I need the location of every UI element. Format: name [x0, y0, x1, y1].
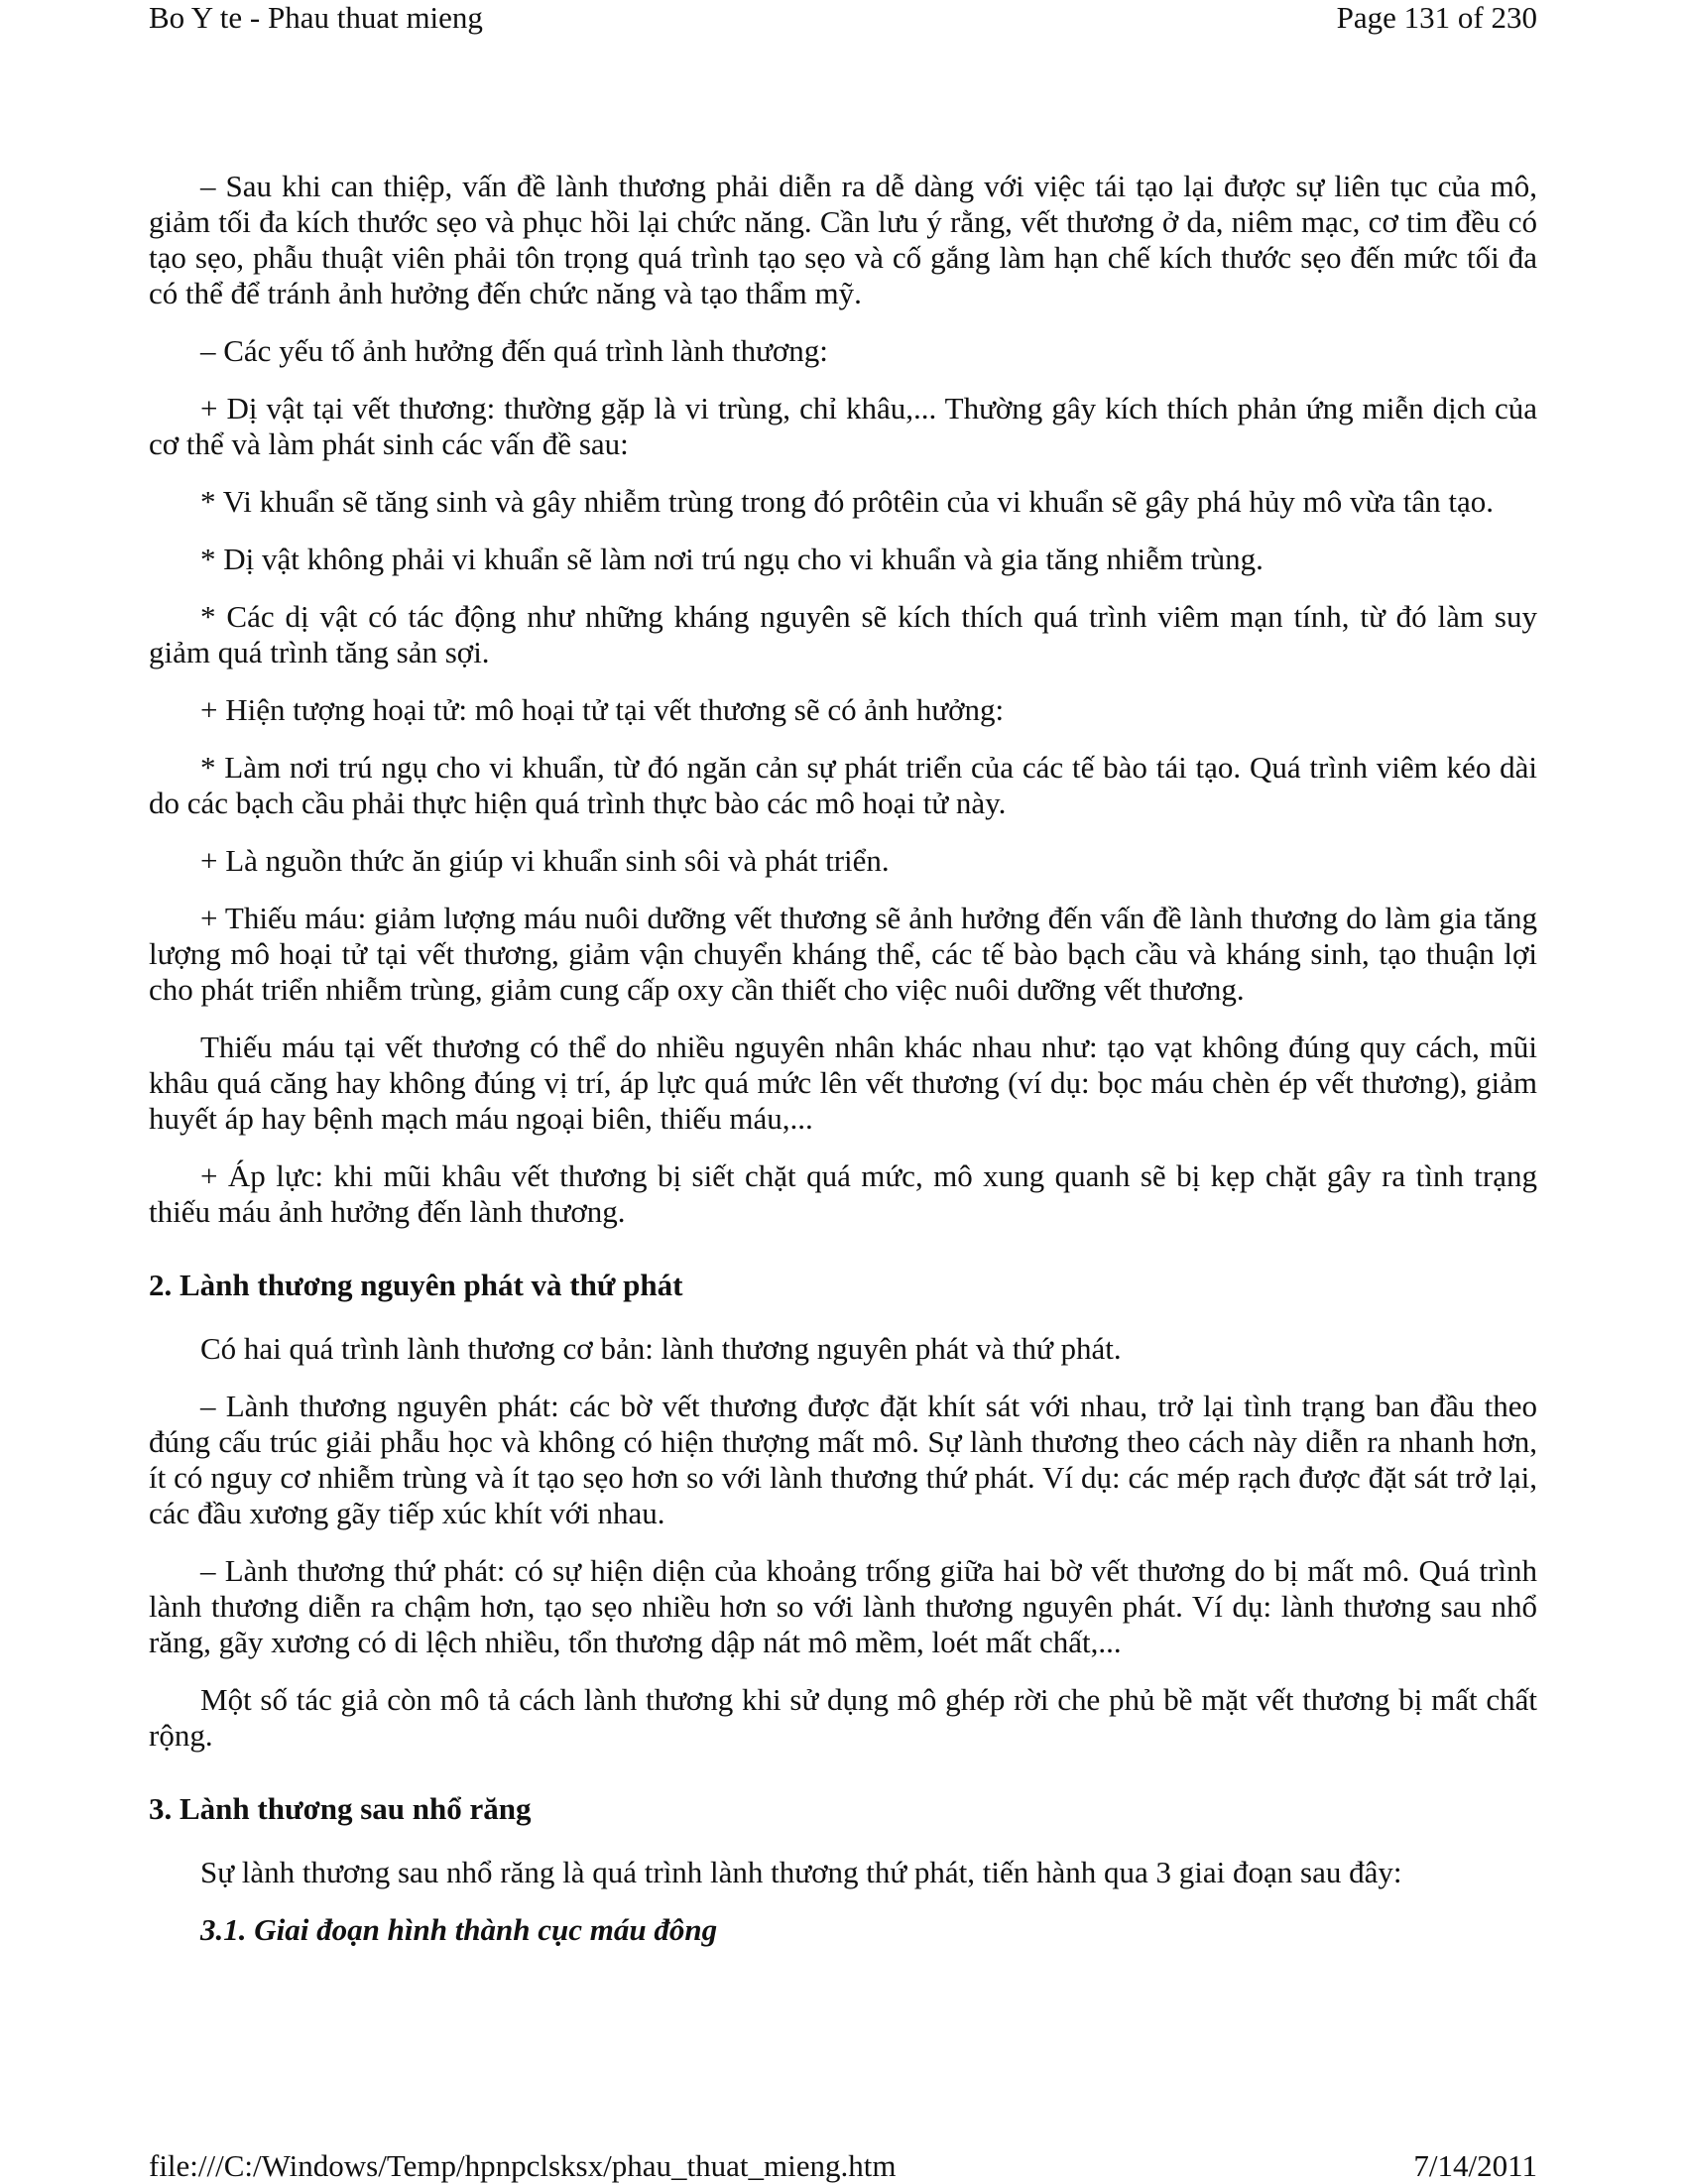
paragraph: * Vi khuẩn sẽ tăng sinh và gây nhiễm trùng trong đó prôtêin của vi khuẩn sẽ gây phá hủy mô vừa tân tạo. — [200, 484, 1495, 519]
page-footer — [149, 2148, 1537, 2184]
document-title: Bo Y te - Phau thuat mieng — [149, 0, 483, 35]
paragraph: Thiếu máu tại vết thương có thể do nhiều nguyên nhân khác nhau như: tạo vạt không đúng quy cách, mũi khâu quá căng hay không đúng vị trí, áp lực quá mức lên vết thương (ví dụ: bọc máu chèn ép vết thương), giảm huyết áp hay bệnh mạch máu ngoại biên, thiếu máu,... — [149, 1030, 1537, 1136]
section-heading: 2. Lành thương nguyên phát và thứ phát — [149, 1268, 683, 1302]
print-date: 7/14/2011 — [1413, 2148, 1537, 2183]
paragraph: * Làm nơi trú ngụ cho vi khuẩn, từ đó ngăn cản sự phát triển của các tế bào tái tạo. Quá trình viêm kéo dài do các bạch cầu phải thực hiện quá trình thực bào các mô hoại tử này. — [149, 750, 1537, 820]
page-header — [149, 0, 1537, 40]
paragraph: + Là nguồn thức ăn giúp vi khuẩn sinh sôi và phát triển. — [200, 843, 890, 878]
section-heading: 3. Lành thương sau nhổ răng — [149, 1791, 532, 1826]
paragraph: – Lành thương nguyên phát: các bờ vết thương được đặt khít sát với nhau, trở lại tình trạng ban đầu theo đúng cấu trúc giải phẫu học và không có hiện thượng mất mô. Sự lành thương theo cách này diễn ra nhanh hơn, ít có nguy cơ nhiễm trùng và ít tạo sẹo hơn so với lành thương thứ phát. Ví dụ: các mép rạch được đặt sát trở lại, các đầu xương gãy tiếp xúc khít với nhau. — [149, 1389, 1537, 1530]
paragraph: Có hai quá trình lành thương cơ bản: lành thương nguyên phát và thứ phát. — [200, 1331, 1122, 1366]
document-body — [149, 169, 1537, 1948]
file-path: file:///C:/Windows/Temp/hpnpclsksx/phau_thuat_mieng.htm — [149, 2148, 897, 2183]
paragraph: + Hiện tượng hoại tử: mô hoại tử tại vết thương sẽ có ảnh hưởng: — [200, 692, 1005, 727]
paragraph: Một số tác giả còn mô tả cách lành thương khi sử dụng mô ghép rời che phủ bề mặt vết thương bị mất chất rộng. — [149, 1682, 1537, 1753]
paragraph: – Sau khi can thiệp, vấn đề lành thương phải diễn ra dễ dàng với việc tái tạo lại được sự liên tục của mô, giảm tối đa kích thước sẹo và phục hồi lại chức năng. Cần lưu ý rằng, vết thương ở da, niêm mạc, cơ tim đều có tạo sẹo, phẫu thuật viên phải tôn trọng quá trình tạo sẹo và cố gắng làm hạn chế kích thước sẹo đến mức tối đa có thể để tránh ảnh hưởng đến chức năng và tạo thẩm mỹ. — [149, 169, 1537, 310]
paragraph: + Áp lực: khi mũi khâu vết thương bị siết chặt quá mức, mô xung quanh sẽ bị kẹp chặt gây ra tình trạng thiếu máu ảnh hưởng đến lành thương. — [149, 1158, 1537, 1229]
paragraph: – Lành thương thứ phát: có sự hiện diện của khoảng trống giữa hai bờ vết thương do bị mất mô. Quá trình lành thương diễn ra chậm hơn, tạo sẹo nhiều hơn so với lành thương nguyên phát. Ví dụ: lành thương sau nhổ răng, gãy xương có di lệch nhiều, tổn thương dập nát mô mềm, loét mất chất,... — [149, 1553, 1537, 1659]
paragraph: * Các dị vật có tác động như những kháng nguyên sẽ kích thích quá trình viêm mạn tính, từ đó làm suy giảm quá trình tăng sản sợi. — [149, 599, 1537, 669]
subsection-heading: 3.1. Giai đoạn hình thành cục máu đông — [200, 1912, 718, 1947]
paragraph: + Thiếu máu: giảm lượng máu nuôi dưỡng vết thương sẽ ảnh hưởng đến vấn đề lành thương do làm gia tăng lượng mô hoại tử tại vết thương, giảm vận chuyển kháng thể, các tế bào bạch cầu và kháng sinh, tạo thuận lợi cho phát triển nhiễm trùng, giảm cung cấp oxy cần thiết cho việc nuôi dưỡng vết thương. — [149, 901, 1537, 1007]
paragraph: Sự lành thương sau nhổ răng là quá trình lành thương thứ phát, tiến hành qua 3 giai đoạn sau đây: — [200, 1855, 1402, 1889]
paragraph: + Dị vật tại vết thương: thường gặp là vi trùng, chỉ khâu,... Thường gây kích thích phản ứng miễn dịch của cơ thể và làm phát sinh các vấn đề sau: — [149, 391, 1537, 461]
page-number: Page 131 of 230 — [1336, 0, 1537, 35]
paragraph: * Dị vật không phải vi khuẩn sẽ làm nơi trú ngụ cho vi khuẩn và gia tăng nhiễm trùng. — [200, 542, 1264, 576]
paragraph: – Các yếu tố ảnh hưởng đến quá trình lành thương: — [200, 333, 828, 368]
